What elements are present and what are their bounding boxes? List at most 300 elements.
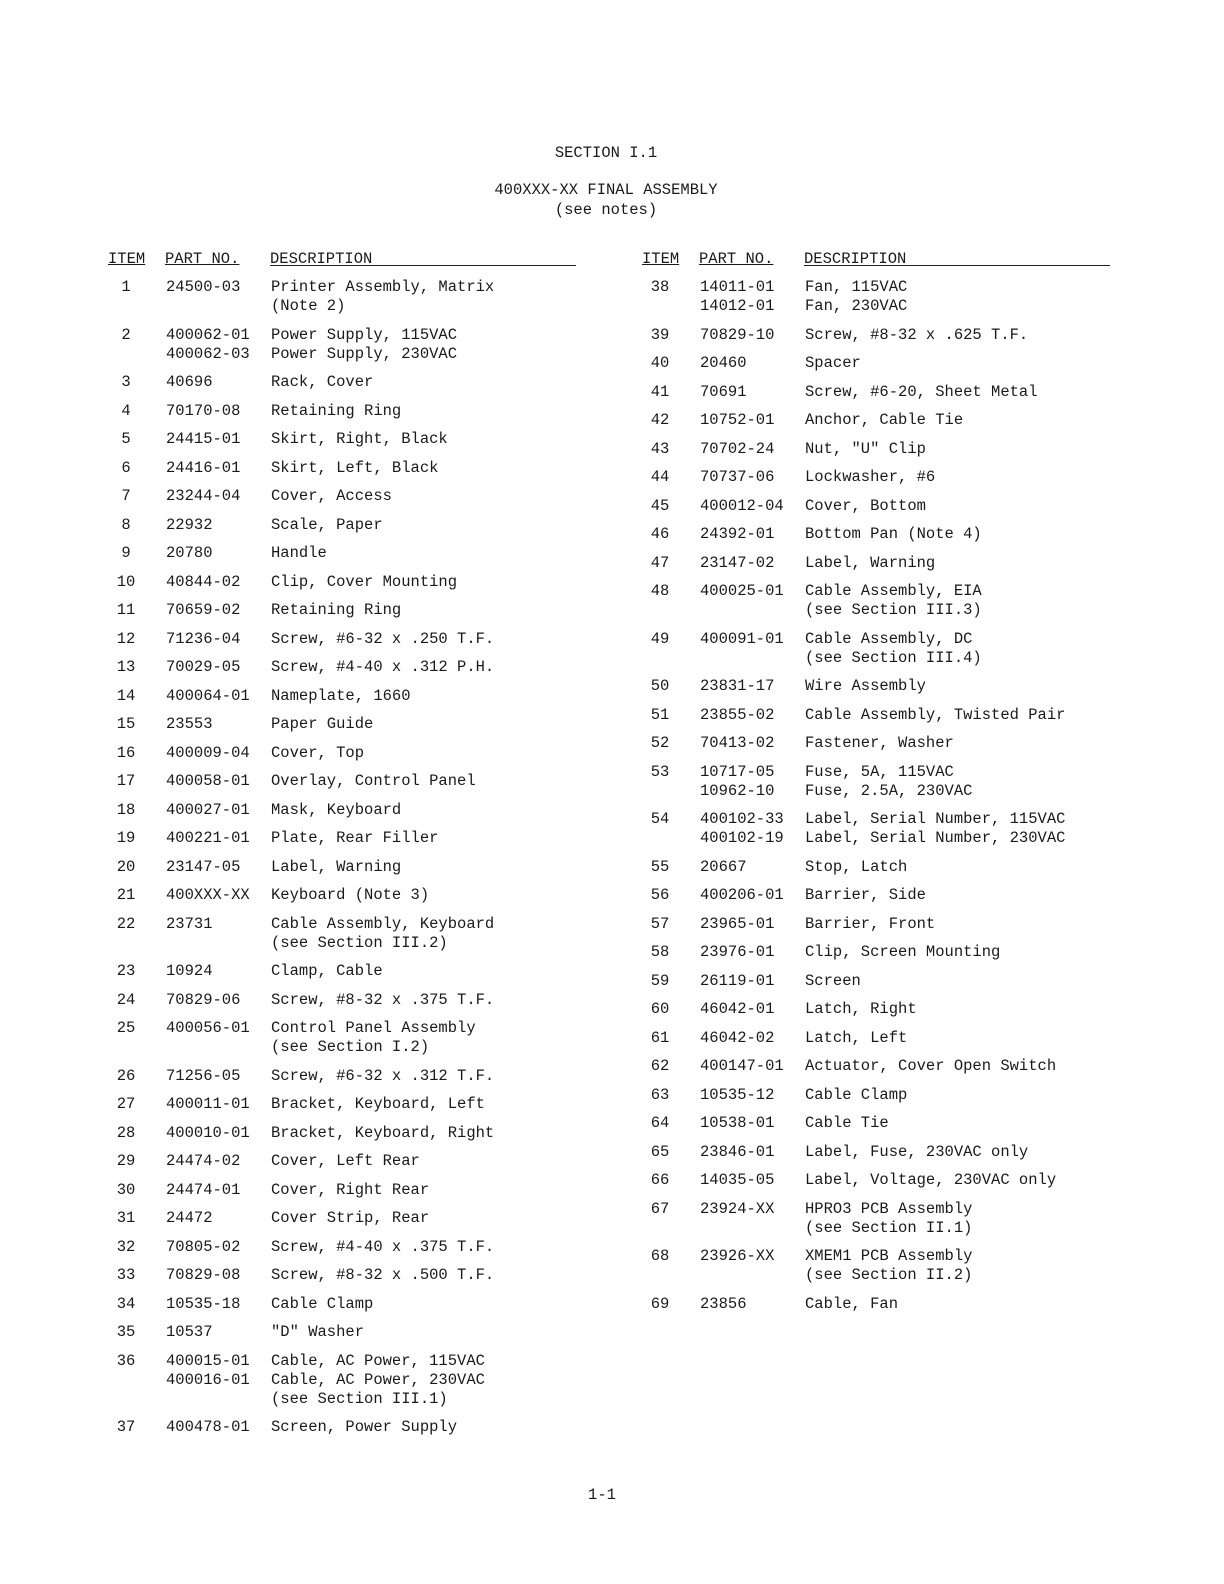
- part-number: [166, 430, 240, 449]
- part-number-line: 23244-04: [166, 487, 241, 505]
- item-number: 63: [650, 1085, 670, 1104]
- part-number: [166, 687, 250, 706]
- table-row: [108, 544, 578, 563]
- description-underline: [270, 265, 576, 266]
- description-line: Cable Assembly, Keyboard: [271, 914, 495, 933]
- item-number: 66: [650, 1171, 670, 1189]
- part-number-line: 10535-18: [166, 1294, 241, 1313]
- description: [271, 487, 392, 506]
- part-number: [166, 1323, 213, 1342]
- part-number: [700, 383, 747, 402]
- description: [271, 459, 438, 478]
- part-number-line: 24474-02: [166, 1152, 241, 1170]
- table-row: [642, 525, 1112, 544]
- part-number-line: 70170-08: [166, 401, 241, 420]
- part-number-line: 24500-03: [166, 278, 241, 296]
- part-number-line: 400025-01: [700, 582, 784, 600]
- table-row: [642, 1295, 1112, 1314]
- part-number: [700, 858, 747, 877]
- part-number-line: 20780: [166, 544, 213, 562]
- description-line: Cover, Access: [271, 487, 392, 505]
- description: [271, 1323, 364, 1342]
- table-row: [108, 630, 578, 649]
- table-row: [108, 1067, 578, 1086]
- description: [271, 373, 373, 392]
- description-line: Scale, Paper: [271, 515, 383, 534]
- table-row: [642, 326, 1112, 345]
- part-number-line: 20667: [700, 857, 747, 876]
- description: [805, 915, 935, 934]
- part-number: [166, 1124, 250, 1143]
- description: [271, 715, 373, 734]
- part-number: [700, 1029, 774, 1048]
- table-row: [108, 573, 578, 592]
- parts-list-left: [108, 250, 578, 1436]
- description-line: Barrier, Side: [805, 886, 926, 904]
- description: [271, 1238, 494, 1257]
- description-line: (see Section II.2): [805, 1266, 973, 1284]
- part-column-header: PART NO.: [699, 250, 774, 268]
- description: [805, 943, 1000, 962]
- part-number: [700, 1171, 774, 1190]
- description: [271, 601, 401, 620]
- description-line: Skirt, Right, Black: [271, 430, 448, 448]
- part-number: [166, 326, 250, 364]
- part-number-line: 10962-10: [700, 781, 775, 800]
- description-line: Screw, #4-40 x .312 P.H.: [271, 658, 495, 676]
- table-row: [642, 1057, 1112, 1076]
- description-line: Label, Serial Number, 115VAC: [805, 810, 1066, 828]
- description-line: Stop, Latch: [805, 857, 908, 876]
- description: [805, 554, 935, 573]
- item-number: 14: [116, 686, 136, 705]
- description-line: Bottom Pan (Note 4): [805, 525, 982, 543]
- description: [271, 1209, 429, 1228]
- description-line: (see Section III.1): [271, 1389, 448, 1408]
- description: [805, 1000, 917, 1019]
- item-number: 50: [650, 677, 670, 695]
- part-number-line: 70737-06: [700, 468, 775, 486]
- table-row: [642, 440, 1112, 459]
- description: [271, 772, 476, 791]
- description: [805, 734, 954, 753]
- item-number: 46: [650, 525, 670, 543]
- part-number-line: 10538-01: [700, 1114, 775, 1132]
- part-number: [166, 962, 213, 981]
- part-number-line: 400010-01: [166, 1123, 250, 1142]
- description-line: Cable Tie: [805, 1114, 889, 1132]
- description-line: Label, Serial Number, 230VAC: [805, 829, 1066, 847]
- item-number: 20: [116, 857, 136, 876]
- description: [805, 1247, 972, 1285]
- item-number: 25: [116, 1019, 136, 1037]
- description: [271, 1266, 494, 1285]
- table-row: [108, 687, 578, 706]
- part-number: [166, 1238, 240, 1257]
- item-number: 19: [116, 829, 136, 847]
- part-number-line: 23553: [166, 715, 213, 733]
- part-number-line: 400221-01: [166, 829, 250, 847]
- item-number: 56: [650, 886, 670, 904]
- part-number: [700, 630, 784, 649]
- part-number: [700, 810, 784, 848]
- part-number: [166, 915, 213, 934]
- part-number-line: 23831-17: [700, 677, 775, 695]
- description-line: Actuator, Cover Open Switch: [805, 1057, 1057, 1075]
- description-line: Retaining Ring: [271, 401, 402, 420]
- item-number: 11: [116, 601, 136, 619]
- table-row: [108, 915, 578, 953]
- table-row: [642, 1000, 1112, 1019]
- table-row: [108, 1238, 578, 1257]
- description: [805, 1057, 1056, 1076]
- description: [271, 630, 494, 649]
- part-number: [166, 544, 213, 563]
- item-number: 41: [650, 382, 670, 401]
- part-number: [166, 1019, 250, 1038]
- description-line: Cable Assembly, EIA: [805, 582, 982, 600]
- description-line: Paper Guide: [271, 715, 374, 733]
- description-line: Handle: [271, 544, 327, 562]
- part-number-line: 46042-02: [700, 1028, 775, 1047]
- description-column-header: DESCRIPTION: [804, 250, 907, 268]
- item-number: 22: [116, 914, 136, 933]
- description-line: Label, Warning: [805, 553, 936, 572]
- part-number-line: 71236-04: [166, 629, 241, 648]
- part-number-line: 400147-01: [700, 1057, 784, 1075]
- part-number-line: 70659-02: [166, 601, 241, 619]
- description: [271, 1124, 494, 1143]
- table-row: [108, 373, 578, 392]
- column-header-row: [108, 250, 578, 272]
- description-line: Cable, Fan: [805, 1294, 899, 1313]
- part-number-line: 26119-01: [700, 971, 775, 990]
- table-row: [642, 1247, 1112, 1285]
- table-row: [642, 677, 1112, 696]
- section-title: SECTION I.1: [554, 144, 658, 162]
- table-row: [642, 497, 1112, 516]
- part-number: [166, 373, 213, 392]
- description-line: Cover Strip, Rear: [271, 1209, 430, 1227]
- part-number: [700, 582, 784, 601]
- part-number: [700, 1247, 774, 1266]
- part-number: [166, 630, 240, 649]
- item-number: 49: [650, 629, 670, 648]
- item-number: 13: [116, 658, 136, 676]
- table-row: [642, 810, 1112, 848]
- description: [805, 1200, 972, 1238]
- description-line: Cover, Top: [271, 743, 365, 762]
- description-line: Cable Assembly, DC: [805, 629, 973, 648]
- description: [805, 278, 907, 316]
- item-number: 4: [121, 401, 131, 420]
- part-number-line: 24416-01: [166, 458, 241, 477]
- description-line: Skirt, Left, Black: [271, 458, 439, 477]
- table-row: [642, 915, 1112, 934]
- table-row: [642, 468, 1112, 487]
- description: [271, 1352, 485, 1409]
- part-number-line: 10924: [166, 962, 213, 980]
- part-number: [700, 525, 774, 544]
- notes-subtitle: (see notes): [554, 201, 658, 219]
- part-number: [166, 772, 250, 791]
- description-line: Control Panel Assembly: [271, 1019, 476, 1037]
- description: [805, 630, 982, 668]
- part-number-line: 70829-06: [166, 990, 241, 1009]
- item-number: 45: [650, 496, 670, 515]
- description: [271, 991, 494, 1010]
- part-number-line: 23147-05: [166, 857, 241, 876]
- part-number-line: 400012-04: [700, 496, 784, 515]
- item-number: 6: [121, 458, 131, 477]
- description: [805, 972, 861, 991]
- description-line: Cable Clamp: [805, 1085, 908, 1104]
- item-column-header: ITEM: [108, 250, 146, 268]
- item-number: 7: [121, 487, 131, 505]
- item-number: 37: [116, 1418, 136, 1436]
- part-number-line: 400102-19: [700, 829, 784, 847]
- table-row: [108, 858, 578, 877]
- part-number: [166, 278, 240, 297]
- description-line: Fuse, 2.5A, 230VAC: [805, 781, 973, 800]
- description-line: Clamp, Cable: [271, 962, 383, 980]
- description: [271, 962, 383, 981]
- description-line: Cable Clamp: [271, 1294, 374, 1313]
- part-number: [700, 497, 784, 516]
- description-line: Nut, "U" Clip: [805, 439, 926, 458]
- table-row: [108, 459, 578, 478]
- table-row: [108, 326, 578, 364]
- description: [805, 1143, 1028, 1162]
- table-row: [108, 1095, 578, 1114]
- description: [805, 763, 972, 801]
- description: [271, 886, 429, 905]
- table-row: [642, 1171, 1112, 1190]
- table-row: [108, 1352, 578, 1409]
- part-number-line: 400009-04: [166, 743, 250, 762]
- description: [271, 858, 401, 877]
- description-line: Barrier, Front: [805, 914, 936, 933]
- item-number: 18: [116, 800, 136, 819]
- table-row: [108, 430, 578, 449]
- description-line: Bracket, Keyboard, Left: [271, 1095, 485, 1113]
- description: [271, 516, 383, 535]
- part-number: [166, 1181, 240, 1200]
- item-number: 43: [650, 439, 670, 458]
- part-number-line: 400062-01: [166, 325, 250, 344]
- part-number-line: 400027-01: [166, 800, 250, 819]
- part-number: [166, 1418, 250, 1437]
- description: [805, 1114, 889, 1133]
- description: [271, 1295, 373, 1314]
- part-number: [700, 1143, 774, 1162]
- description-line: Lockwasher, #6: [805, 468, 936, 486]
- part-column-header: PART NO.: [165, 250, 240, 268]
- table-row: [642, 554, 1112, 573]
- description-line: Label, Voltage, 230VAC only: [805, 1171, 1057, 1189]
- description-line: "D" Washer: [271, 1323, 365, 1341]
- table-row: [108, 278, 578, 316]
- description-line: Spacer: [805, 354, 861, 372]
- description-line: Cable Assembly, Twisted Pair: [805, 705, 1066, 724]
- part-number: [166, 1352, 250, 1390]
- table-row: [108, 1209, 578, 1228]
- description-line: Printer Assembly, Matrix: [271, 278, 495, 296]
- part-number-line: 23147-02: [700, 553, 775, 572]
- description-line: Cover, Bottom: [805, 496, 926, 515]
- part-number-line: 70029-05: [166, 658, 241, 676]
- description: [805, 497, 926, 516]
- part-number-line: 400206-01: [700, 886, 784, 904]
- item-number: 24: [116, 990, 136, 1009]
- description: [805, 326, 1028, 345]
- part-number-line: 400478-01: [166, 1418, 250, 1436]
- part-number: [700, 1295, 747, 1314]
- description-line: Wire Assembly: [805, 677, 926, 695]
- part-number: [166, 1095, 250, 1114]
- table-row: [642, 706, 1112, 725]
- part-number: [166, 801, 250, 820]
- part-number: [166, 715, 213, 734]
- part-number-line: 400XXX-XX: [166, 886, 250, 904]
- table-row: [642, 734, 1112, 753]
- part-number-line: 70805-02: [166, 1237, 241, 1256]
- description-line: (see Section III.4): [805, 648, 982, 667]
- description-line: Fan, 230VAC: [805, 297, 908, 315]
- part-number: [166, 402, 240, 421]
- description: [271, 1067, 494, 1086]
- part-number-line: 400064-01: [166, 686, 250, 705]
- description-line: Screw, #8-32 x .500 T.F.: [271, 1266, 495, 1284]
- part-number-line: 14012-01: [700, 297, 775, 315]
- item-number: 55: [650, 857, 670, 876]
- item-number: 9: [121, 544, 131, 562]
- page-number: 1-1: [588, 1486, 616, 1504]
- description-line: Latch, Right: [805, 1000, 917, 1018]
- description-line: HPRO3 PCB Assembly: [805, 1199, 973, 1218]
- part-number-line: 70829-10: [700, 325, 775, 344]
- part-number-line: 400058-01: [166, 772, 250, 790]
- description-line: XMEM1 PCB Assembly: [805, 1247, 973, 1265]
- item-number: 53: [650, 762, 670, 781]
- item-number: 61: [650, 1028, 670, 1047]
- item-number: 31: [116, 1209, 136, 1227]
- item-number: 28: [116, 1123, 136, 1142]
- item-number: 64: [650, 1114, 670, 1132]
- item-number: 69: [650, 1294, 670, 1313]
- part-number-line: 24474-01: [166, 1180, 241, 1199]
- table-row: [108, 1181, 578, 1200]
- part-number: [700, 554, 774, 573]
- table-row: [108, 1418, 578, 1437]
- part-number: [700, 468, 774, 487]
- part-number-line: 70413-02: [700, 734, 775, 752]
- part-number: [166, 487, 240, 506]
- description-line: (Note 2): [271, 297, 346, 315]
- description: [271, 801, 401, 820]
- description-line: Nameplate, 1660: [271, 686, 411, 705]
- item-number: 1: [121, 278, 131, 296]
- item-column-header: ITEM: [642, 250, 680, 268]
- part-number-line: 400015-01: [166, 1351, 250, 1370]
- description-line: Clip, Screen Mounting: [805, 943, 1001, 961]
- part-number: [700, 677, 774, 696]
- item-number: 8: [121, 515, 131, 534]
- part-number-line: 40696: [166, 373, 213, 391]
- part-number: [166, 886, 250, 905]
- part-number-line: 70829-08: [166, 1266, 241, 1284]
- description: [805, 810, 1065, 848]
- table-row: [108, 801, 578, 820]
- description: [805, 440, 926, 459]
- description: [805, 706, 1065, 725]
- description: [805, 886, 926, 905]
- description-line: Screw, #6-32 x .312 T.F.: [271, 1066, 495, 1085]
- table-row: [108, 1152, 578, 1171]
- table-row: [642, 630, 1112, 668]
- part-number-line: 10752-01: [700, 411, 775, 429]
- description-line: Power Supply, 115VAC: [271, 325, 458, 344]
- part-number: [166, 1295, 240, 1314]
- description: [805, 468, 935, 487]
- description: [271, 1095, 485, 1114]
- part-number-line: 23924-XX: [700, 1199, 775, 1218]
- part-number: [700, 886, 784, 905]
- part-number-line: 24392-01: [700, 525, 775, 543]
- item-number: 52: [650, 734, 670, 752]
- item-number: 57: [650, 914, 670, 933]
- table-row: [642, 886, 1112, 905]
- table-row: [108, 402, 578, 421]
- part-number-line: 24415-01: [166, 430, 241, 448]
- part-number: [166, 658, 240, 677]
- item-number: 68: [650, 1247, 670, 1265]
- part-number-line: 400091-01: [700, 629, 784, 648]
- table-row: [108, 991, 578, 1010]
- item-number: 58: [650, 943, 670, 961]
- table-row: [642, 1086, 1112, 1105]
- item-number: 12: [116, 629, 136, 648]
- item-number: 47: [650, 553, 670, 572]
- part-number: [700, 1114, 774, 1133]
- description-line: Rack, Cover: [271, 373, 374, 391]
- part-number: [700, 706, 774, 725]
- part-number: [700, 354, 747, 373]
- item-number: 48: [650, 582, 670, 600]
- description-column-header: DESCRIPTION: [270, 250, 373, 268]
- item-number: 67: [650, 1199, 670, 1218]
- description-line: Screw, #6-20, Sheet Metal: [805, 382, 1038, 401]
- description-line: Label, Fuse, 230VAC only: [805, 1142, 1029, 1161]
- description: [805, 858, 907, 877]
- part-number-line: 10717-05: [700, 762, 775, 781]
- part-number-line: 400016-01: [166, 1370, 250, 1389]
- part-number-line: 23846-01: [700, 1142, 775, 1161]
- item-number: 54: [650, 810, 670, 828]
- part-number: [700, 440, 774, 459]
- column-header-row: [642, 250, 1112, 272]
- item-number: 65: [650, 1142, 670, 1161]
- part-number-line: 23976-01: [700, 943, 775, 961]
- table-row: [108, 744, 578, 763]
- description: [271, 1152, 420, 1171]
- description: [271, 915, 494, 953]
- item-number: 40: [650, 354, 670, 372]
- description: [805, 354, 861, 373]
- item-number: 23: [116, 962, 136, 980]
- part-number-line: 23856: [700, 1294, 747, 1313]
- table-row: [108, 487, 578, 506]
